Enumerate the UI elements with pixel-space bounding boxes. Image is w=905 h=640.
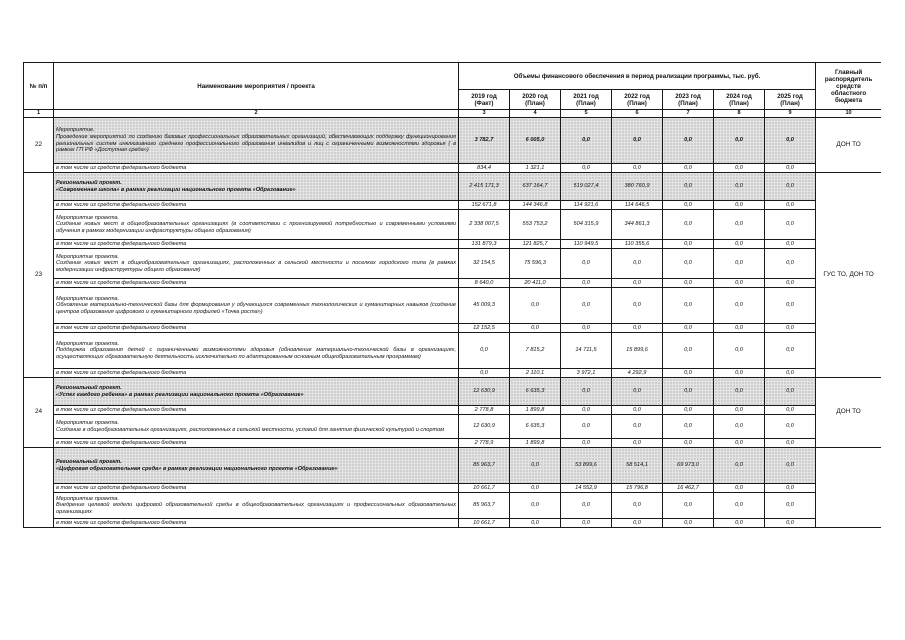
header-year-status: (План)	[576, 99, 596, 107]
header-year-label: 2021 год	[573, 92, 599, 100]
item-name	[54, 484, 459, 493]
amount-cell: 1 321,1	[510, 164, 561, 173]
item-description: в том числе из средств федерального бюджета	[56, 279, 187, 286]
item-description: в том числе из средств федерального бюджета	[56, 484, 187, 491]
amount-cell: 0,0	[612, 324, 663, 333]
amount-cell: 0,0	[510, 484, 561, 493]
item-description: в том числе из средств федерального бюджета	[56, 164, 187, 171]
amount-cell: 0,0	[612, 118, 663, 164]
table-row-item	[24, 173, 882, 201]
header-year-status: (План)	[678, 99, 698, 107]
item-type: Мероприятие проекта.	[56, 295, 120, 302]
amount-cell: 12 152,5	[459, 324, 510, 333]
amount-cell: 110 949,5	[561, 240, 612, 249]
header-year-label: 2024 год	[726, 92, 752, 100]
amount-cell: 0,0	[714, 415, 765, 439]
amount-cell: 2 338 007,5	[459, 210, 510, 240]
amount-cell: 637 164,7	[510, 173, 561, 201]
amount-cell: 0,0	[612, 249, 663, 279]
amount-cell: 0,0	[714, 173, 765, 201]
amount-cell: 0,0	[714, 288, 765, 324]
amount-cell: 0,0	[765, 378, 816, 406]
amount-cell: 0,0	[714, 493, 765, 519]
table-row-federal	[24, 201, 882, 210]
item-name	[54, 288, 459, 324]
item-name	[54, 369, 459, 378]
amount-cell: 0,0	[561, 415, 612, 439]
amount-cell: 0,0	[663, 279, 714, 288]
amount-cell: 0,0	[561, 519, 612, 528]
amount-cell: 0,0	[765, 369, 816, 378]
item-name	[54, 493, 459, 519]
item-name	[54, 406, 459, 415]
amount-cell: 3 972,1	[561, 369, 612, 378]
amount-cell: 0,0	[765, 164, 816, 173]
amount-cell: 121 825,7	[510, 240, 561, 249]
header-year-label: 2025 год	[777, 92, 803, 100]
amount-cell: 2 110,1	[510, 369, 561, 378]
column-number: 8	[714, 110, 765, 118]
budget-manager: ГУС ТО, ДОН ТО	[816, 173, 881, 378]
amount-cell: 69 973,0	[663, 448, 714, 484]
header-year-status: (План)	[525, 99, 545, 107]
amount-cell: 0,0	[561, 164, 612, 173]
amount-cell: 75 596,3	[510, 249, 561, 279]
item-description: Создание новых мест в общеобразовательных организациях, расположенных в сельской местности и поселках городского типа (в рамках модернизации инфраструктуры общего образования)	[56, 260, 456, 273]
table-row-federal	[24, 519, 882, 528]
amount-cell: 0,0	[714, 324, 765, 333]
amount-cell: 0,0	[510, 448, 561, 484]
amount-cell: 1 899,8	[510, 439, 561, 448]
amount-cell: 10 661,7	[459, 484, 510, 493]
table-row-item	[24, 415, 882, 439]
amount-cell: 0,0	[561, 279, 612, 288]
item-type: Региональный проект.	[56, 179, 122, 186]
item-description: в том числе из средств федерального бюджета	[56, 369, 187, 376]
budget-manager: ДОН ТО	[816, 378, 881, 448]
column-number: 5	[561, 110, 612, 118]
amount-cell: 0,0	[765, 240, 816, 249]
amount-cell: 519 027,4	[561, 173, 612, 201]
amount-cell: 0,0	[765, 324, 816, 333]
amount-cell: 6 005,0	[510, 118, 561, 164]
table-row-item	[24, 448, 882, 484]
amount-cell: 6 635,3	[510, 415, 561, 439]
amount-cell: 114 646,5	[612, 201, 663, 210]
amount-cell: 0,0	[612, 288, 663, 324]
amount-cell: 0,0	[561, 378, 612, 406]
amount-cell: 0,0	[663, 210, 714, 240]
amount-cell: 0,0	[663, 201, 714, 210]
amount-cell: 2 778,9	[459, 439, 510, 448]
amount-cell: 4 292,9	[612, 369, 663, 378]
amount-cell: 6 635,3	[510, 378, 561, 406]
amount-cell: 344 861,3	[612, 210, 663, 240]
item-name	[54, 164, 459, 173]
amount-cell: 0,0	[663, 519, 714, 528]
amount-cell: 380 760,9	[612, 173, 663, 201]
amount-cell: 2 415 171,3	[459, 173, 510, 201]
header-year-label: 2019 год	[471, 92, 497, 100]
table-row-item	[24, 210, 882, 240]
amount-cell: 32 154,5	[459, 249, 510, 279]
item-name	[54, 210, 459, 240]
amount-cell: 15 899,6	[612, 333, 663, 369]
header-year	[765, 90, 816, 110]
budget-table-page	[23, 62, 881, 590]
amount-cell: 0,0	[765, 484, 816, 493]
amount-cell: 0,0	[765, 279, 816, 288]
row-number	[24, 448, 54, 528]
amount-cell: 144 346,8	[510, 201, 561, 210]
row-number: 24	[24, 378, 54, 448]
item-type: Мероприятие проекта.	[56, 340, 120, 347]
amount-cell: 0,0	[510, 288, 561, 324]
amount-cell: 7 815,2	[510, 333, 561, 369]
amount-cell: 16 462,7	[663, 484, 714, 493]
header-name: Наименование мероприятия / проекта	[54, 63, 459, 110]
item-description: Обновление материально-технической базы для формирования у обучающихся современных технологических и гуманитарных навыков (создание центров образования цифрового и гуманитарного профилей «Точка роста»)	[56, 302, 456, 315]
column-number: 7	[663, 110, 714, 118]
item-name	[54, 448, 459, 484]
amount-cell: 0,0	[765, 249, 816, 279]
funding-table	[23, 62, 881, 528]
header-funding: Объемы финансового обеспечения в период реализации программы, тыс. руб.	[459, 63, 816, 90]
row-number: 22	[24, 118, 54, 173]
item-name	[54, 378, 459, 406]
amount-cell: 0,0	[765, 333, 816, 369]
item-description: «Успех каждого ребенка» в рамках реализации национального проекта «Образование»	[56, 391, 304, 398]
header-year	[459, 90, 510, 110]
amount-cell: 0,0	[612, 415, 663, 439]
amount-cell: 0,0	[714, 369, 765, 378]
item-description: в том числе из средств федерального бюджета	[56, 240, 187, 247]
amount-cell: 0,0	[459, 333, 510, 369]
amount-cell: 14 552,9	[561, 484, 612, 493]
table-row-federal	[24, 164, 882, 173]
amount-cell: 0,0	[663, 378, 714, 406]
amount-cell: 15 796,8	[612, 484, 663, 493]
amount-cell: 0,0	[714, 118, 765, 164]
amount-cell: 0,0	[612, 406, 663, 415]
budget-manager	[816, 448, 881, 528]
item-name	[54, 201, 459, 210]
amount-cell: 0,0	[663, 493, 714, 519]
item-name	[54, 249, 459, 279]
amount-cell: 0,0	[663, 164, 714, 173]
column-number: 4	[510, 110, 561, 118]
amount-cell: 12 630,9	[459, 415, 510, 439]
item-type: Мероприятие.	[56, 127, 95, 134]
item-name	[54, 333, 459, 369]
item-description: Создание новых мест в общеобразовательных организациях (в соответствии с прогнозируемой потребностью и современными условиями обучения в рамках модернизации инфраструктуры общего образования)	[56, 221, 456, 234]
amount-cell: 0,0	[561, 406, 612, 415]
amount-cell: 0,0	[714, 378, 765, 406]
item-name	[54, 240, 459, 249]
amount-cell: 0,0	[714, 240, 765, 249]
amount-cell: 0,0	[765, 210, 816, 240]
item-description: в том числе из средств федерального бюджета	[56, 324, 187, 331]
amount-cell: 0,0	[765, 415, 816, 439]
header-year-status: (План)	[729, 99, 749, 107]
table-row-item	[24, 378, 882, 406]
column-number: 1	[24, 110, 54, 118]
header-year	[663, 90, 714, 110]
amount-cell: 10 661,7	[459, 519, 510, 528]
item-type: Мероприятие проекта.	[56, 419, 120, 426]
amount-cell: 0,0	[765, 173, 816, 201]
item-description: в том числе из средств федерального бюджета	[56, 519, 187, 526]
amount-cell: 0,0	[765, 288, 816, 324]
column-number: 9	[765, 110, 816, 118]
amount-cell: 0,0	[663, 439, 714, 448]
column-number: 10	[816, 110, 881, 118]
amount-cell: 834,4	[459, 164, 510, 173]
table-row-federal	[24, 369, 882, 378]
amount-cell: 53 899,6	[561, 448, 612, 484]
item-description: в том числе из средств федерального бюджета	[56, 406, 187, 413]
item-description: «Цифровая образовательная среда» в рамках реализации национального проекта «Образование»	[56, 465, 338, 472]
amount-cell: 110 355,6	[612, 240, 663, 249]
amount-cell: 0,0	[561, 249, 612, 279]
item-name	[54, 439, 459, 448]
table-row-federal	[24, 240, 882, 249]
amount-cell: 0,0	[612, 279, 663, 288]
budget-manager: ДОН ТО	[816, 118, 881, 173]
amount-cell: 0,0	[561, 493, 612, 519]
amount-cell: 85 963,7	[459, 493, 510, 519]
amount-cell: 0,0	[714, 439, 765, 448]
item-name	[54, 415, 459, 439]
column-number: 2	[54, 110, 459, 118]
amount-cell: 0,0	[612, 493, 663, 519]
amount-cell: 0,0	[714, 333, 765, 369]
header-manager: Главный распорядитель средств областного бюджета	[816, 63, 881, 110]
amount-cell: 0,0	[714, 201, 765, 210]
column-number: 3	[459, 110, 510, 118]
amount-cell: 8 640,0	[459, 279, 510, 288]
amount-cell: 504 315,9	[561, 210, 612, 240]
table-row-item	[24, 118, 882, 164]
amount-cell: 1 899,8	[510, 406, 561, 415]
amount-cell: 12 630,9	[459, 378, 510, 406]
row-number: 23	[24, 173, 54, 378]
amount-cell: 0,0	[714, 448, 765, 484]
table-row-federal	[24, 406, 882, 415]
item-description: «Современная школа» в рамках реализации национального проекта «Образование»	[56, 186, 296, 193]
amount-cell: 0,0	[663, 249, 714, 279]
amount-cell: 0,0	[714, 519, 765, 528]
item-description: Создание в общеобразовательных организациях, расположенных в сельской местности, условий для занятия физической культурой и спортом	[56, 426, 445, 433]
amount-cell: 0,0	[663, 406, 714, 415]
header-year	[561, 90, 612, 110]
amount-cell: 0,0	[663, 288, 714, 324]
amount-cell: 0,0	[714, 249, 765, 279]
amount-cell: 0,0	[663, 369, 714, 378]
amount-cell: 0,0	[663, 333, 714, 369]
header-year-status: (План)	[780, 99, 800, 107]
amount-cell: 0,0	[612, 378, 663, 406]
amount-cell: 2 778,8	[459, 406, 510, 415]
table-row-federal	[24, 279, 882, 288]
header-year	[612, 90, 663, 110]
table-row-federal	[24, 484, 882, 493]
table-row-item	[24, 493, 882, 519]
amount-cell: 14 711,5	[561, 333, 612, 369]
amount-cell: 0,0	[561, 324, 612, 333]
item-name	[54, 173, 459, 201]
amount-cell: 0,0	[714, 484, 765, 493]
amount-cell: 0,0	[510, 519, 561, 528]
item-name	[54, 279, 459, 288]
amount-cell: 553 753,2	[510, 210, 561, 240]
item-description: Проведение мероприятий по созданию базовых профессиональных образовательных организаций, обеспечивающих поддержку функционирования региональных систем инклюзивного среднего профессионального образования инвалидов и лиц с ограниченными возможностями здоровья ( в рамках ГП РФ «Доступная среда»)	[56, 133, 456, 154]
amount-cell: 0,0	[663, 324, 714, 333]
table-row-federal	[24, 439, 882, 448]
amount-cell: 0,0	[714, 279, 765, 288]
amount-cell: 0,0	[714, 406, 765, 415]
header-year	[714, 90, 765, 110]
header-year-status: (План)	[627, 99, 647, 107]
item-name	[54, 519, 459, 528]
amount-cell: 0,0	[765, 439, 816, 448]
item-description: в том числе из средств федерального бюджета	[56, 439, 187, 446]
amount-cell: 0,0	[510, 324, 561, 333]
item-description: Внедрение целевой модели цифровой образовательной среды в общеобразовательных организациях и профессиональных образовательных организациях	[56, 502, 456, 515]
amount-cell: 0,0	[663, 173, 714, 201]
item-type: Региональный проект.	[56, 384, 122, 391]
item-description: в том числе из средств федерального бюджета	[56, 201, 187, 208]
amount-cell: 0,0	[561, 118, 612, 164]
item-type: Мероприятие проекта.	[56, 495, 120, 502]
amount-cell: 0,0	[612, 519, 663, 528]
column-number: 6	[612, 110, 663, 118]
amount-cell: 0,0	[765, 493, 816, 519]
amount-cell: 3 782,7	[459, 118, 510, 164]
amount-cell: 0,0	[765, 406, 816, 415]
table-row-item	[24, 288, 882, 324]
amount-cell: 0,0	[561, 439, 612, 448]
header-year-label: 2020 год	[522, 92, 548, 100]
table-row-item	[24, 249, 882, 279]
item-name	[54, 324, 459, 333]
table-row-federal	[24, 324, 882, 333]
amount-cell: 0,0	[459, 369, 510, 378]
amount-cell: 0,0	[663, 118, 714, 164]
amount-cell: 0,0	[765, 519, 816, 528]
amount-cell: 0,0	[612, 164, 663, 173]
amount-cell: 0,0	[663, 415, 714, 439]
item-type: Мероприятие проекта.	[56, 214, 120, 221]
header-year-label: 2022 год	[624, 92, 650, 100]
amount-cell: 0,0	[714, 210, 765, 240]
amount-cell: 0,0	[510, 493, 561, 519]
amount-cell: 58 514,1	[612, 448, 663, 484]
amount-cell: 152 671,8	[459, 201, 510, 210]
table-row-item	[24, 333, 882, 369]
item-name	[54, 118, 459, 164]
amount-cell: 0,0	[612, 439, 663, 448]
amount-cell: 114 921,6	[561, 201, 612, 210]
header-year-status: (Факт)	[474, 99, 494, 107]
amount-cell: 0,0	[765, 118, 816, 164]
amount-cell: 0,0	[714, 164, 765, 173]
item-type: Региональный проект.	[56, 458, 122, 465]
header-year-label: 2023 год	[675, 92, 701, 100]
amount-cell: 0,0	[765, 448, 816, 484]
header-num: № п/п	[24, 63, 54, 110]
amount-cell: 20 411,0	[510, 279, 561, 288]
header-year	[510, 90, 561, 110]
amount-cell: 131 879,3	[459, 240, 510, 249]
amount-cell: 0,0	[663, 240, 714, 249]
amount-cell: 0,0	[765, 201, 816, 210]
item-type: Мероприятие проекта.	[56, 253, 120, 260]
amount-cell: 85 963,7	[459, 448, 510, 484]
amount-cell: 45 009,3	[459, 288, 510, 324]
amount-cell: 0,0	[561, 288, 612, 324]
item-description: Поддержка образования детей с ограниченными возможностями здоровья (обновление материально-технической базы в организациях, осуществляющих образовательную деятельность исключительно по адаптированным основным общеобразовательным программам)	[56, 347, 456, 360]
